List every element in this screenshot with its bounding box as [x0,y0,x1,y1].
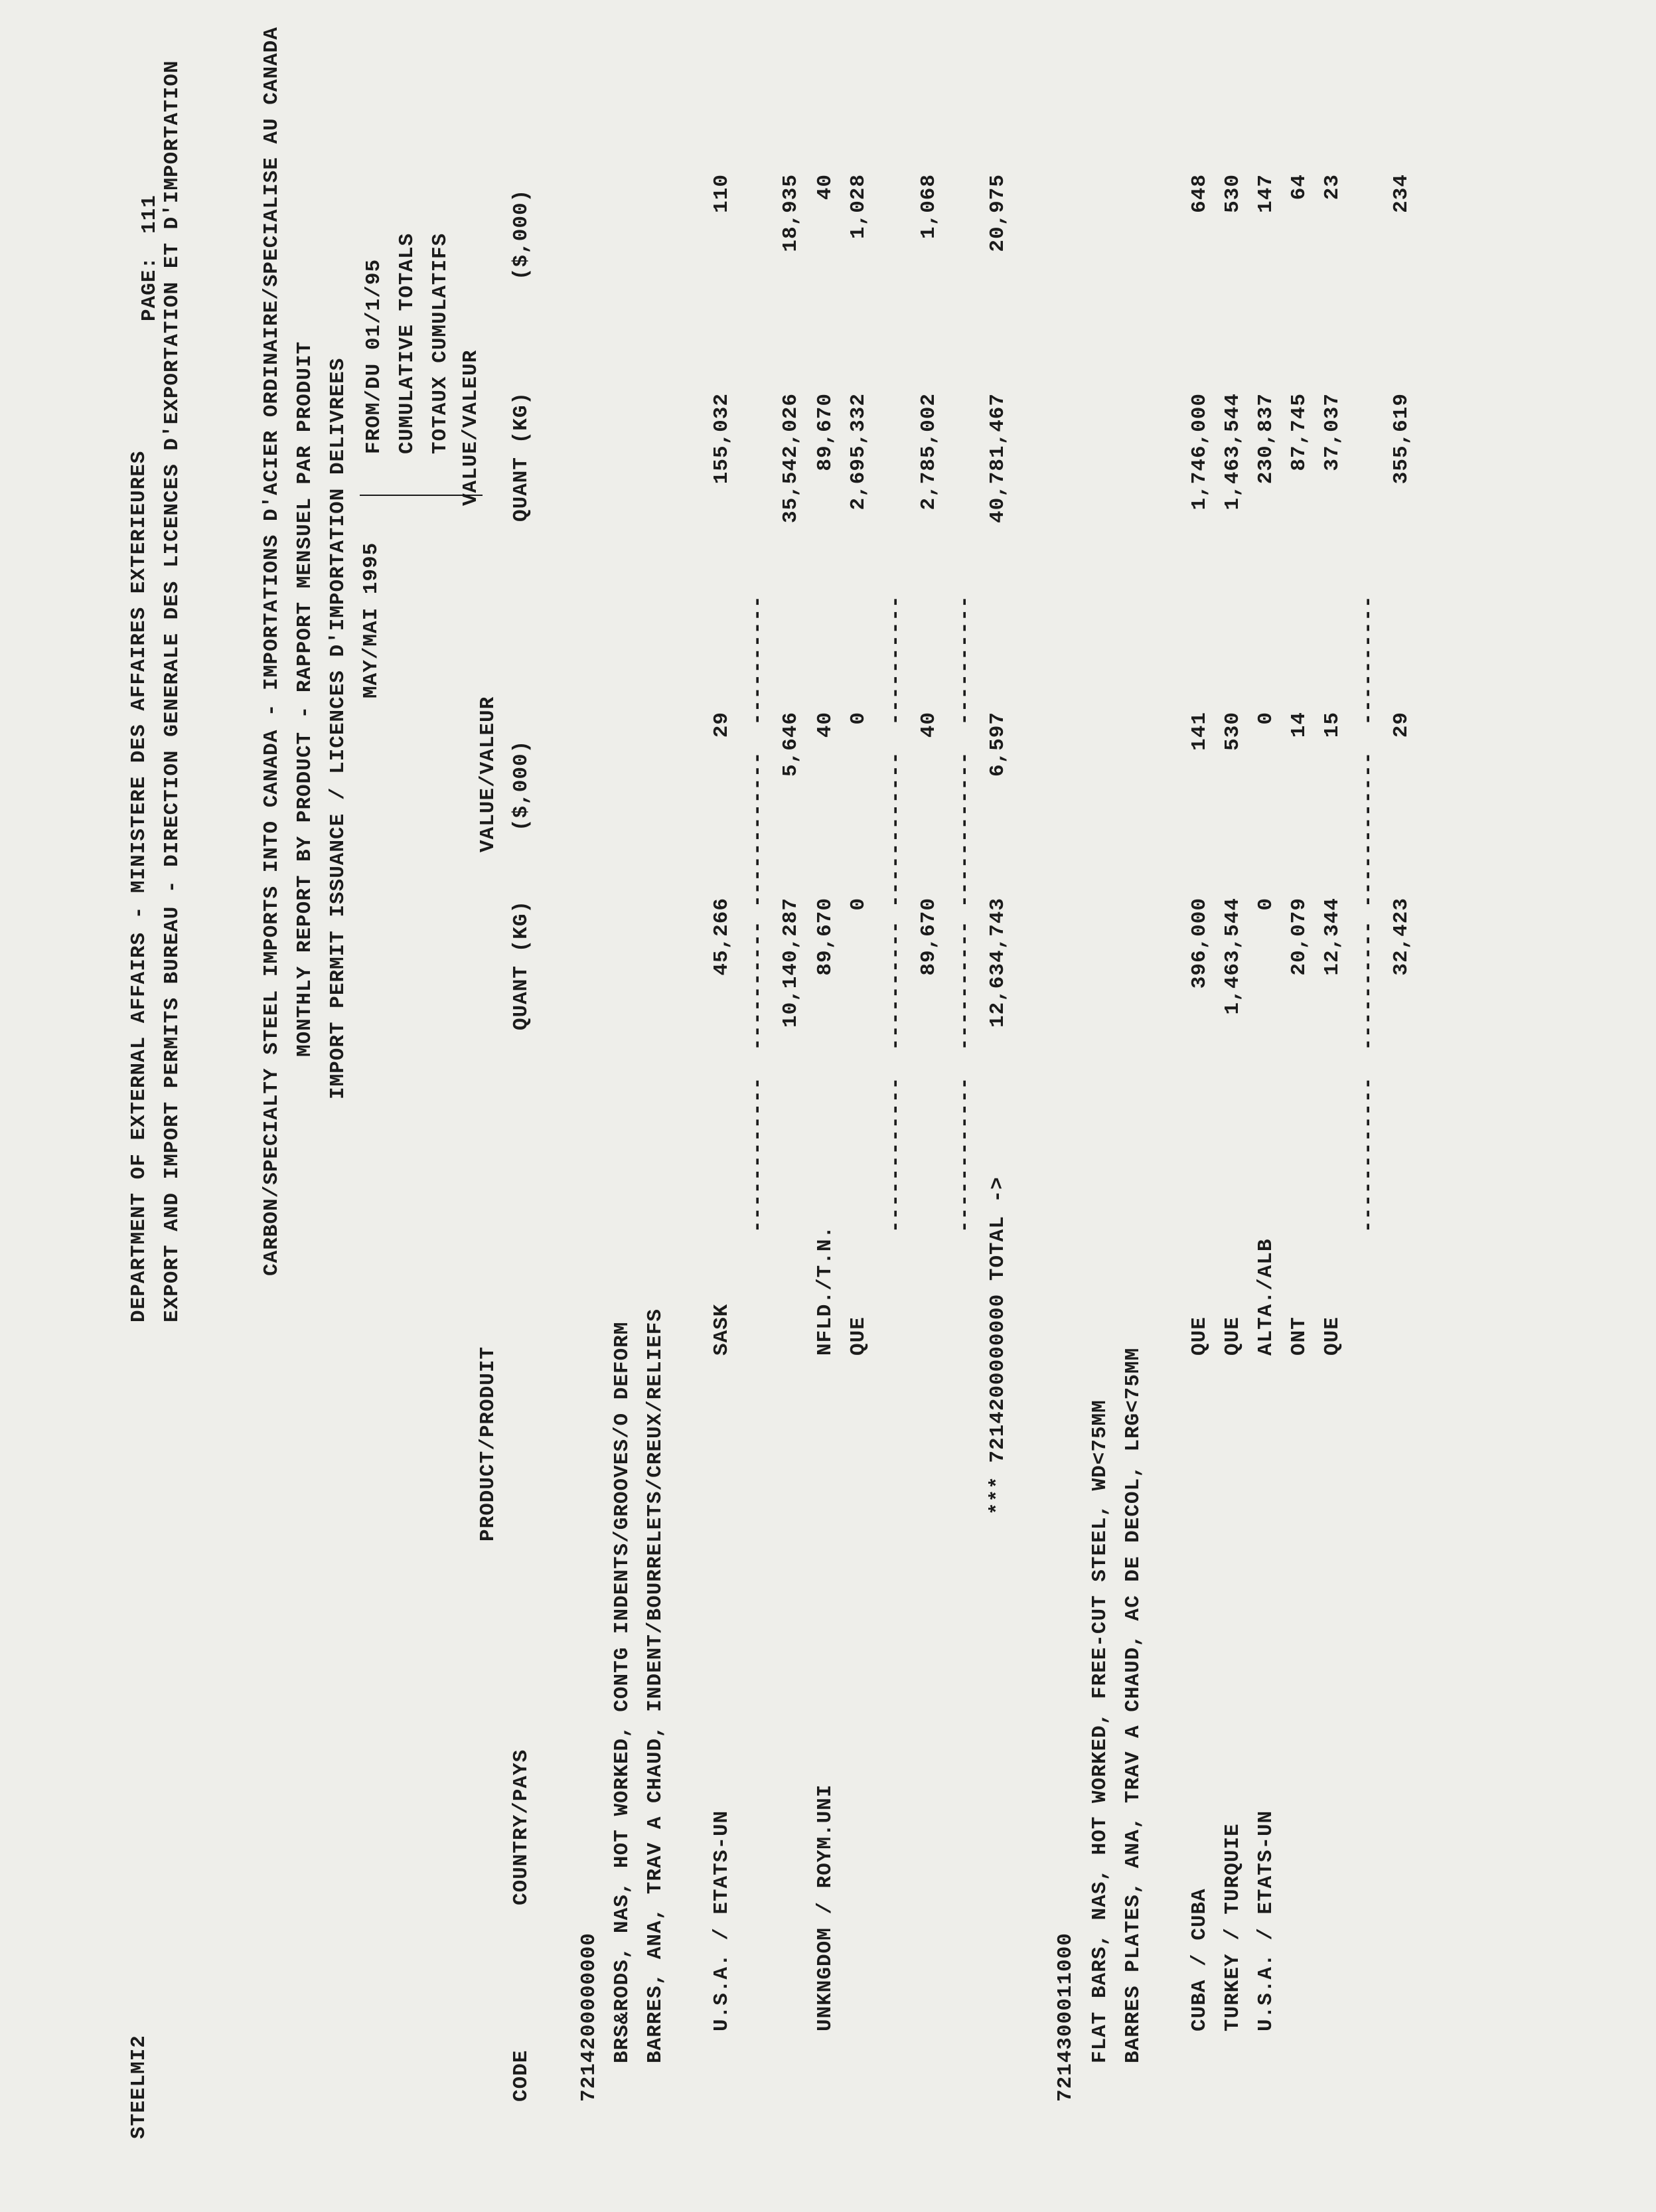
table-row-cum-value: 18,935 [779,174,802,252]
table-row-value: 0 [1254,712,1278,725]
cum-value-unit-header: ($,000) [510,189,533,280]
cum-quant-header: QUANT (KG) [510,391,533,522]
table-row-cum-quant: 355,619 [1390,393,1413,485]
table-row-quant: 12,344 [1321,898,1344,976]
table-row-province: QUE [1321,1316,1344,1356]
table-row-cum-quant: 1,746,000 [1188,393,1211,511]
table-row-cum-quant: 230,837 [1254,393,1278,485]
table-row-cum-value: 110 [710,174,733,213]
table-row-province: NFLD./T.N. [814,1225,837,1356]
table-row-country: CUBA / CUBA [1188,1888,1211,2031]
subtotal-rule: ------------ ---------- ------------ ---------- [884,595,907,1233]
section-desc-fr: BARRES, ANA, TRAV A CHAUD, INDENT/BOURRELETS/CREUX/RELIEFS [644,1308,667,2063]
table-row-cum-quant: 37,037 [1321,393,1344,471]
table-row-cum-value: 40 [814,174,837,200]
value-header-right: VALUE/VALEUR [459,349,483,506]
cumulative-totals-label: CUMULATIVE TOTALS [396,232,419,454]
table-row-cum-value: 234 [1390,174,1413,213]
table-row-cum-value: 64 [1288,174,1311,200]
table-row-cum-quant: 2,695,332 [847,393,870,511]
table-row-country: U.S.A. / ETATS-UN [1254,1810,1278,2031]
table-row-cum-value: 1,068 [917,174,941,240]
table-row-province: SASK [710,1303,733,1356]
table-row-country: UNKNGDOM / ROYM.UNI [814,1784,837,2031]
table-row-cum-quant: 155,032 [710,393,733,485]
report-title: CARBON/SPECIALTY STEEL IMPORTS INTO CANADA - IMPORTATIONS D'ACIER ORDINAIRE/SPECIALISE AU CANADA [260,27,283,1276]
table-row-cum-value: 147 [1254,174,1278,213]
from-date: FROM/DU 01/1/95 [362,258,386,454]
page-label: PAGE: [138,256,161,321]
table-row-province: ALTA./ALB [1254,1238,1278,1356]
subtotal-rule: ------------ ---------- ------------ ---------- [1357,595,1380,1233]
table-row-quant: 10,140,287 [779,898,802,1028]
table-row-cum-value: 530 [1221,174,1244,213]
table-row-value: 5,646 [779,712,802,777]
table-row-province: QUE [1221,1316,1244,1356]
table-row-quant: 0 [847,898,870,911]
table-row-cum-quant: 1,463,544 [1221,393,1244,511]
section-desc-fr: BARRES PLATES, ANA, TRAV A CHAUD, AC DE DECOL, LRG<75MM [1122,1347,1145,2063]
table-row-cum-quant: 2,785,002 [917,393,941,511]
dept-line: DEPARTMENT OF EXTERNAL AFFAIRS - MINISTERE DES AFFAIRES EXTERIEURES [127,450,151,1322]
report-issuance: IMPORT PERMIT ISSUANCE / LICENCES D'IMPORTATION DELIVREES [327,357,350,1099]
table-row-cum-quant: 35,542,026 [779,393,802,524]
table-row-cum-value: 23 [1321,174,1344,200]
report-subtitle: MONTHLY REPORT BY PRODUCT - RAPPORT MENSUEL PAR PRODUIT [293,341,317,1057]
table-row-value: 0 [847,712,870,725]
section-desc-en: BRS&RODS, NAS, HOT WORKED, CONTG INDENTS/GROOVES/O DEFORM [611,1321,634,2063]
table-row-quant: 20,079 [1288,898,1311,976]
table-row-value: 29 [710,712,733,738]
table-row-quant: 1,463,544 [1221,898,1244,1015]
total-cum-value: 20,975 [986,174,1010,252]
value-header: VALUE/VALEUR [477,696,500,852]
report-id: STEELMI2 [127,2035,151,2139]
total-rule: ------------ ---------- ------------ ---------- [953,595,976,1233]
total-quant: 12,634,743 [986,898,1010,1028]
bureau-line: EXPORT AND IMPORT PERMITS BUREAU - DIRECTION GENERALE DES LICENCES D'EXPORTATION ET D'IMPORTATION [161,60,184,1322]
table-row-value: 40 [814,712,837,738]
table-row-value: 15 [1321,712,1344,738]
product-header: PRODUCT/PRODUIT [477,1346,500,1541]
table-row-cum-value: 648 [1188,174,1211,213]
quant-header: QUANT (KG) [510,900,533,1030]
report-period: MAY/MAI 1995 [360,542,383,698]
table-row-province: QUE [847,1316,870,1356]
subtotal-rule: ------------ ---------- ------------ ---------- [746,595,769,1233]
page-number: 111 [138,195,161,234]
table-row-value: 40 [917,712,941,738]
section-desc-en: FLAT BARS, NAS, HOT WORKED, FREE-CUT STEEL, WD<75MM [1089,1399,1112,2063]
table-row-value: 530 [1221,712,1244,751]
table-row-quant: 0 [1254,898,1278,911]
totaux-cumulatifs-label: TOTAUX CUMULATIFS [429,232,452,454]
section-code: 7214300011000 [1054,1933,1077,2102]
table-row-country: U.S.A. / ETATS-UN [710,1810,733,2031]
table-row-value: 29 [1390,712,1413,738]
table-row-cum-value: 1,028 [847,174,870,240]
table-row-quant: 89,670 [814,898,837,976]
table-row-quant: 396,000 [1188,898,1211,989]
section-total-label: *** 7214200000000 TOTAL -> [986,1176,1010,1515]
table-row-cum-quant: 89,670 [814,393,837,471]
table-row-value: 14 [1288,712,1311,738]
table-row-province: ONT [1288,1316,1311,1356]
table-row-quant: 89,670 [917,898,941,976]
value-unit-header: ($,000) [510,740,533,831]
section-code: 7214200000000 [577,1933,601,2102]
code-header: CODE [510,2049,533,2102]
table-row-quant: 32,423 [1390,898,1413,976]
table-row-province: QUE [1188,1316,1211,1356]
country-header: COUNTRY/PAYS [510,1749,533,1905]
table-row-cum-quant: 87,745 [1288,393,1311,471]
total-cum-quant: 40,781,467 [986,393,1010,524]
total-value: 6,597 [986,712,1010,777]
table-row-quant: 45,266 [710,898,733,976]
table-row-value: 141 [1188,712,1211,751]
table-row-country: TURKEY / TURQUIE [1221,1823,1244,2031]
